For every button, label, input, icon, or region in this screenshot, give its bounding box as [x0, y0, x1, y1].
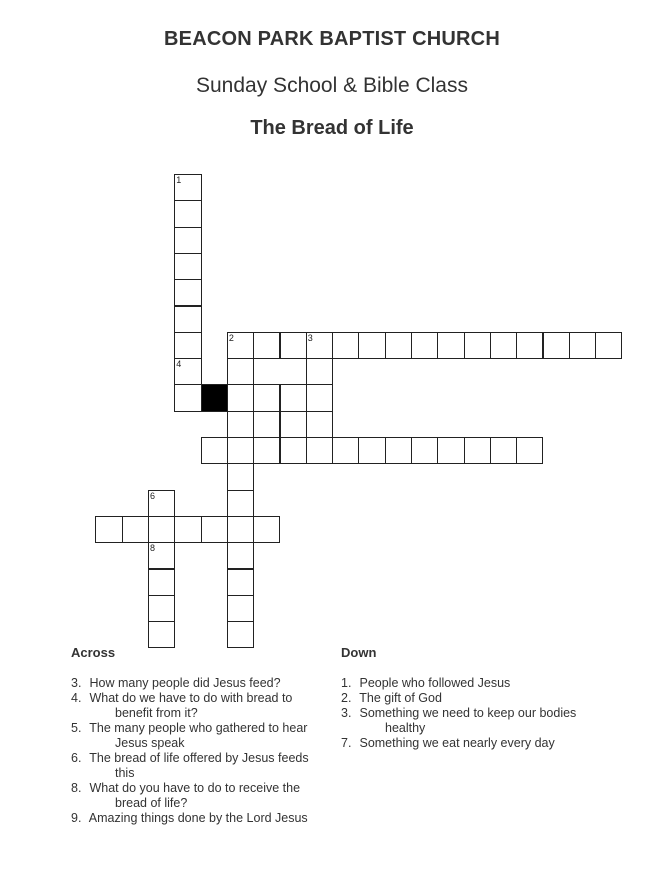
clue-text: What do you have to do to receive the bread of life?	[89, 781, 301, 810]
class-subtitle: Sunday School & Bible Class	[196, 74, 468, 97]
crossword-cell[interactable]	[253, 516, 280, 543]
crossword-cell[interactable]	[253, 437, 280, 464]
crossword-cell[interactable]	[385, 332, 412, 359]
crossword-block	[201, 384, 228, 411]
down-clue	[341, 691, 591, 706]
across-clue	[71, 721, 321, 751]
crossword-cell[interactable]	[490, 437, 517, 464]
crossword-cell[interactable]	[148, 490, 175, 517]
crossword-cell[interactable]	[306, 358, 333, 385]
crossword-cell[interactable]	[543, 332, 570, 359]
crossword-cell[interactable]	[358, 332, 385, 359]
clue-text: The many people who gathered to hear Jesus speak	[89, 721, 308, 750]
crossword-cell[interactable]	[332, 437, 359, 464]
puzzle-title: The Bread of Life	[250, 117, 414, 139]
crossword-cell[interactable]	[174, 358, 201, 385]
crossword-cell[interactable]	[358, 437, 385, 464]
across-clue	[71, 676, 321, 691]
crossword-cell[interactable]	[227, 463, 254, 490]
clue-number-label: 3	[307, 332, 313, 343]
crossword-cell[interactable]	[516, 437, 543, 464]
crossword-cell[interactable]	[280, 384, 307, 411]
crossword-cell[interactable]	[253, 332, 280, 359]
clue-number-label: 8	[150, 543, 156, 554]
clue-text: The gift of God	[359, 691, 442, 705]
clue-text: People who followed Jesus	[359, 676, 511, 690]
crossword-cell[interactable]	[174, 384, 201, 411]
crossword-cell[interactable]	[253, 411, 280, 438]
clue-text: What do we have to do with bread to benefit from it?	[89, 691, 293, 720]
church-name: BEACON PARK BAPTIST CHURCH	[164, 28, 500, 50]
crossword-cell[interactable]	[174, 253, 201, 280]
crossword-cell[interactable]	[595, 332, 622, 359]
crossword-cell[interactable]	[464, 332, 491, 359]
crossword-cell[interactable]	[516, 332, 543, 359]
clue-number-label: 2	[228, 332, 234, 343]
clue-text: Amazing things done by the Lord Jesus	[88, 811, 308, 825]
clue-number: 3.	[71, 676, 82, 690]
clue-number: 6.	[71, 751, 82, 765]
crossword-cell[interactable]	[227, 542, 254, 569]
clue-text: The bread of life offered by Jesus feeds this	[89, 751, 309, 780]
clue-number: 2.	[341, 691, 352, 705]
crossword-cell[interactable]	[174, 174, 201, 201]
crossword-cell[interactable]	[306, 332, 333, 359]
crossword-cell[interactable]	[411, 332, 438, 359]
across-clue	[71, 751, 321, 781]
crossword-cell[interactable]	[95, 516, 122, 543]
crossword-cell[interactable]	[306, 384, 333, 411]
clue-number: 9.	[71, 811, 82, 825]
crossword-cell[interactable]	[174, 200, 201, 227]
crossword-cell[interactable]	[569, 332, 596, 359]
across-clue	[71, 811, 321, 826]
across-clue	[71, 691, 321, 721]
clue-number-label: 6	[150, 490, 156, 501]
across-heading: Across	[71, 645, 116, 660]
crossword-cell[interactable]	[148, 542, 175, 569]
clue-number: 8.	[71, 781, 82, 795]
down-heading: Down	[341, 645, 377, 660]
crossword-cell[interactable]	[148, 516, 175, 543]
clue-number-label: 1	[176, 175, 182, 185]
crossword-cell[interactable]	[253, 384, 280, 411]
crossword-cell[interactable]	[227, 384, 254, 411]
across-clue	[71, 781, 321, 811]
crossword-cell[interactable]	[227, 411, 254, 438]
crossword-cell[interactable]	[227, 437, 254, 464]
crossword-cell[interactable]	[280, 437, 307, 464]
crossword-cell[interactable]	[280, 411, 307, 438]
crossword-cell[interactable]	[201, 516, 228, 543]
crossword-cell[interactable]	[174, 279, 201, 306]
crossword-cell[interactable]	[201, 437, 228, 464]
clue-number: 5.	[71, 721, 82, 735]
clue-number-label: 4	[176, 359, 182, 370]
crossword-cell[interactable]	[174, 516, 201, 543]
crossword-cell[interactable]	[122, 516, 149, 543]
clue-number: 7.	[341, 736, 352, 750]
clue-text: Something we need to keep our bodies healthy	[359, 706, 577, 735]
crossword-cell[interactable]	[490, 332, 517, 359]
crossword-cell[interactable]	[280, 332, 307, 359]
crossword-cell[interactable]	[306, 437, 333, 464]
crossword-cell[interactable]	[148, 569, 175, 596]
crossword-cell[interactable]	[227, 595, 254, 622]
clue-number: 1.	[341, 676, 352, 690]
crossword-cell[interactable]	[227, 516, 254, 543]
clue-number: 4.	[71, 691, 82, 705]
clue-text: Something we eat nearly every day	[359, 736, 555, 750]
crossword-cell[interactable]	[332, 332, 359, 359]
crossword-cell[interactable]	[385, 437, 412, 464]
crossword-cell[interactable]	[174, 227, 201, 254]
crossword-cell[interactable]	[437, 437, 464, 464]
crossword-cell[interactable]	[437, 332, 464, 359]
clue-number: 3.	[341, 706, 352, 720]
down-clue	[341, 736, 591, 751]
crossword-cell[interactable]	[174, 306, 201, 333]
across-clues	[71, 645, 321, 826]
crossword-cell[interactable]	[306, 411, 333, 438]
crossword-cell[interactable]	[227, 569, 254, 596]
down-clues	[341, 645, 591, 751]
crossword-cell[interactable]	[227, 358, 254, 385]
crossword-cell[interactable]	[227, 490, 254, 517]
clue-text: How many people did Jesus feed?	[89, 676, 281, 690]
crossword-cell[interactable]	[227, 332, 254, 359]
crossword-cell[interactable]	[174, 332, 201, 359]
crossword-cell[interactable]	[464, 437, 491, 464]
crossword-cell[interactable]	[148, 595, 175, 622]
down-clue	[341, 706, 591, 736]
crossword-cell[interactable]	[411, 437, 438, 464]
down-clue	[341, 676, 591, 691]
